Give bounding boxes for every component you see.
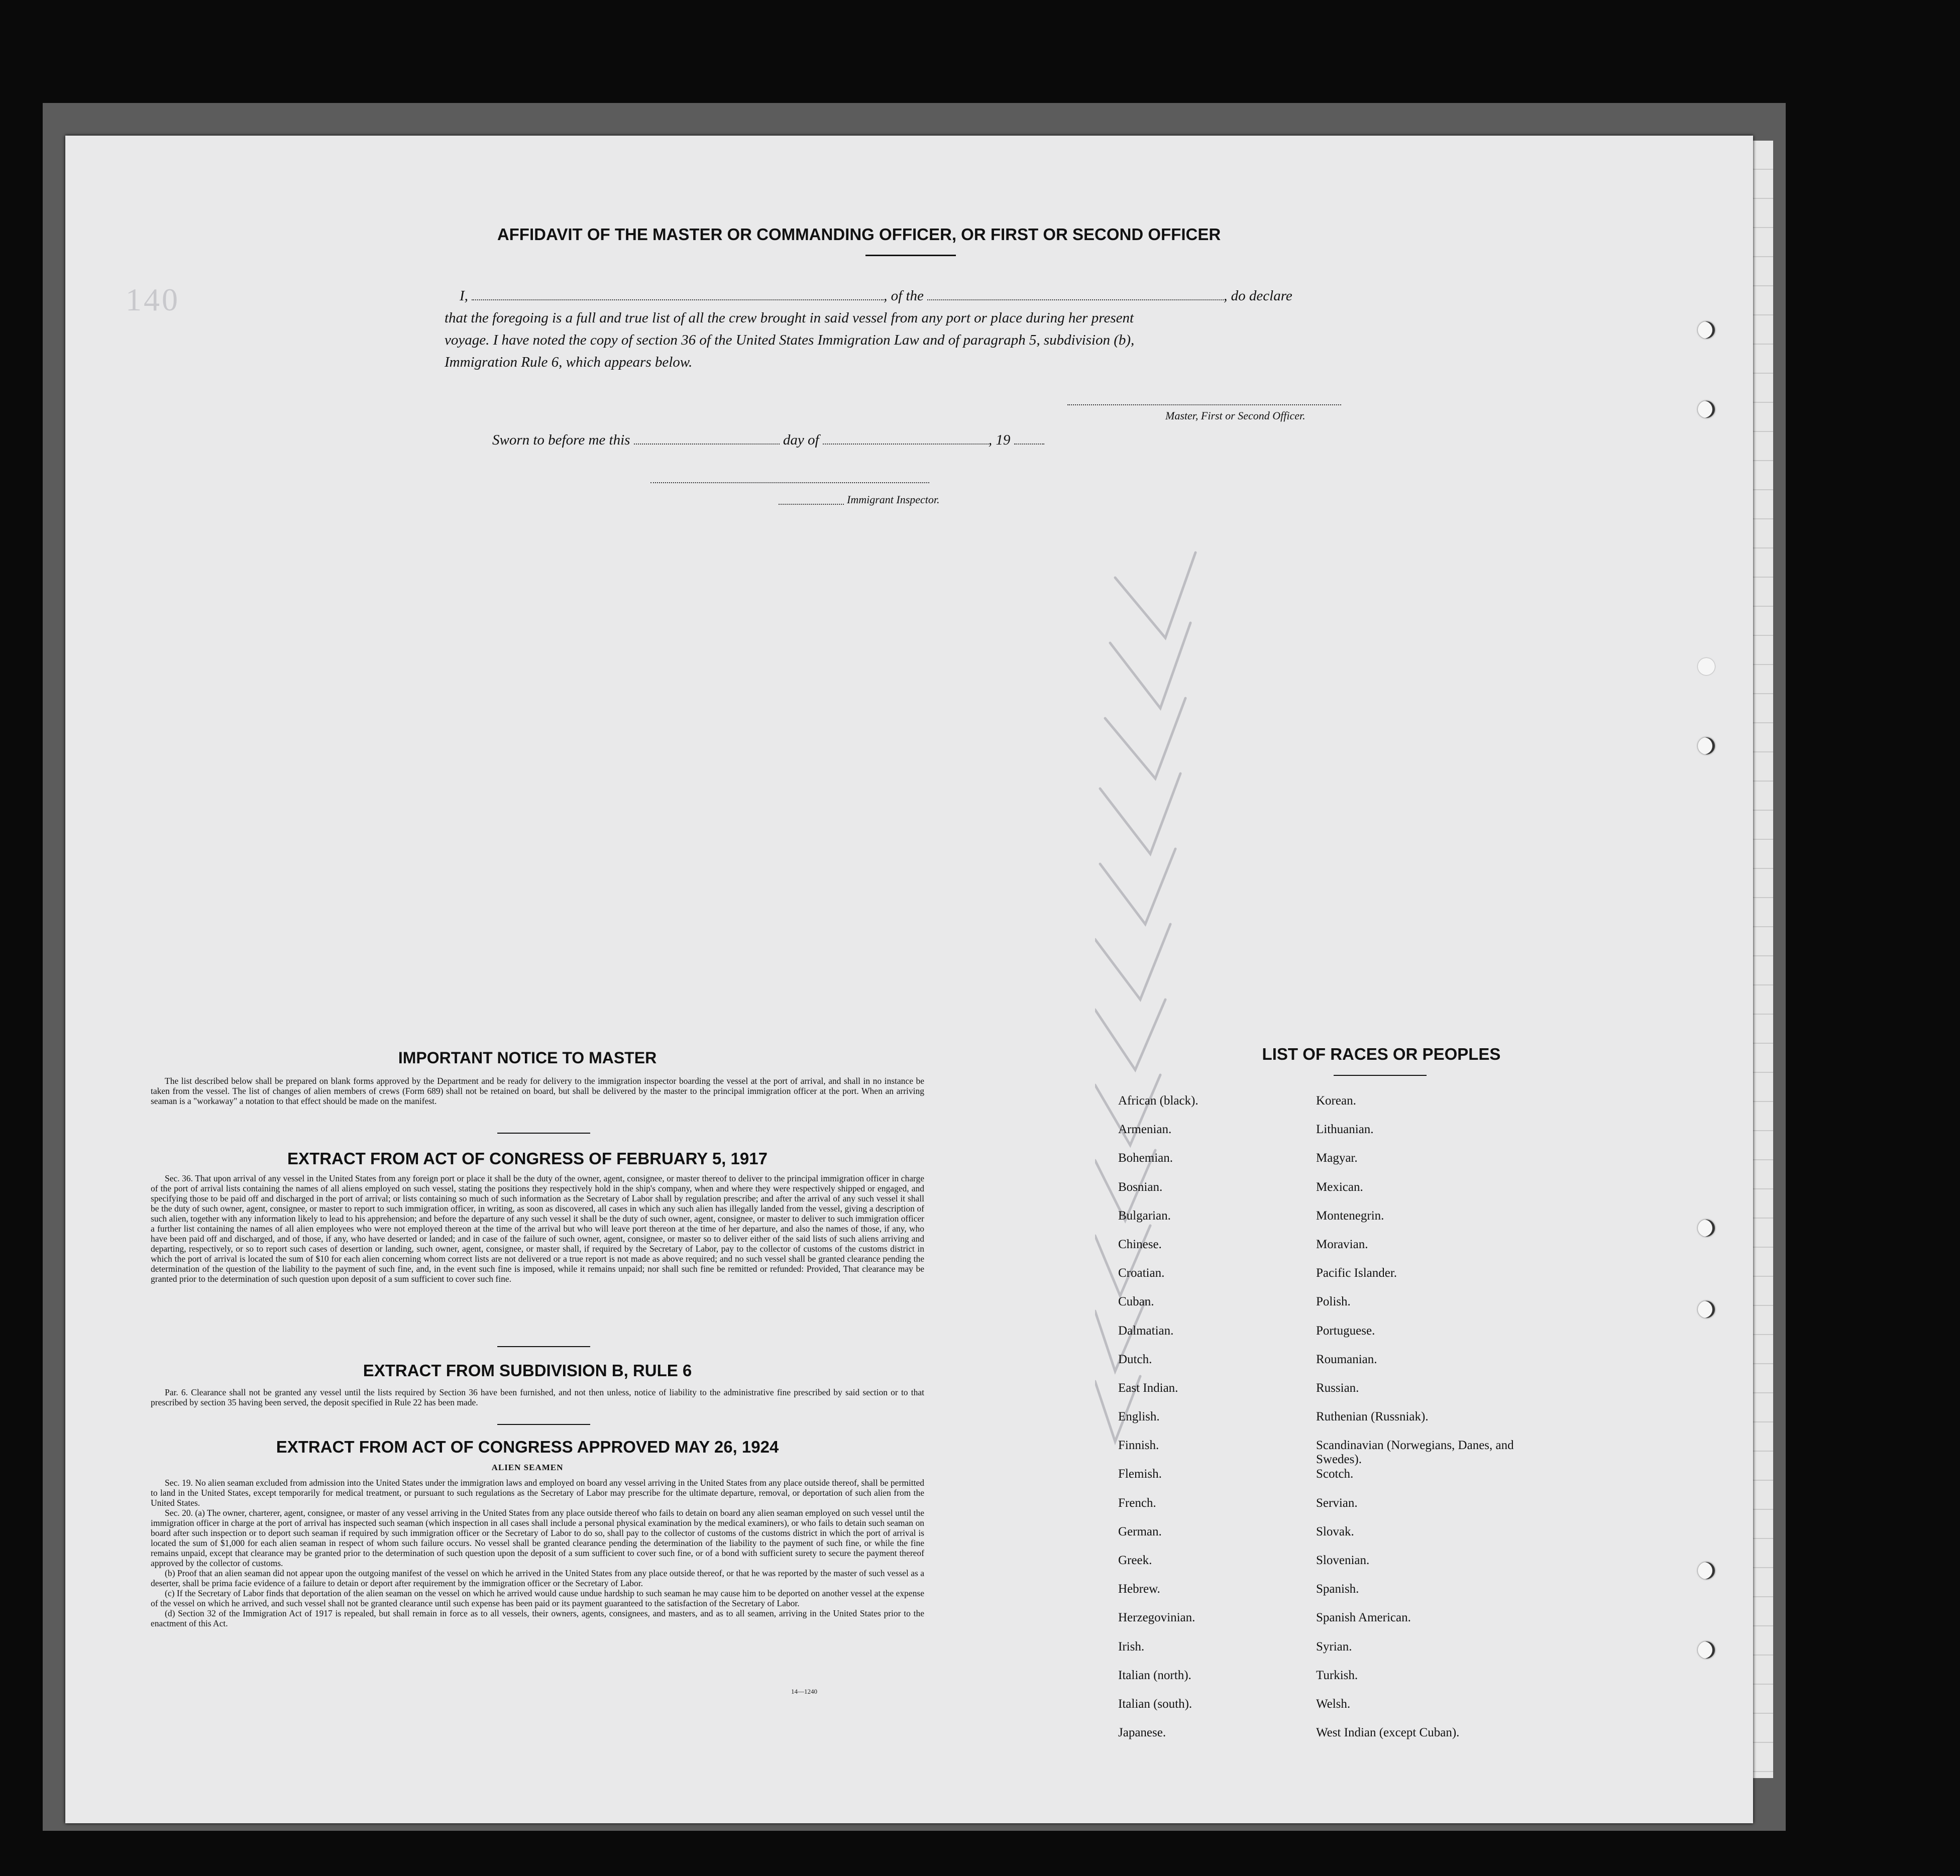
extract-1917-text: Sec. 36. That upon arrival of any vessel in the United States from any foreign port or place it shall be the duty of the owner, agent, consignee, or master thereof to deliver to the principal immigration officer in charge of the port of arrival lists containing the names of all aliens employed on such vessel, stating the positions they respectively hold in the ship's company, when and where they were respectively shipped or engaged, and specifying those to be paid off and discharged in the port of arrival; or lists containing so much of such information as the Secretary of Labor shall by regulation prescribe; and after the arrival of any such vessel it shall be the duty of such owner, agent, consignee, or master to report to such immigration officer, in writing, as soon as discovered, all cases in which any such alien has illegally landed from the vessel, giving a description of such alien, together with any information likely to lead to his apprehension; and before the departure of any such vessel it shall be the duty of such owner, agent, consignee, or master to deliver to such immigration officer a further list containing the names of all alien employees who were not employed thereon at the time of the arrival but who will leave port thereon at the time of her departure, and also the names of those, if any, who have been paid off and discharged, and of those, if any, who have deserted or landed; and in case of the failure of such owner, agent, consignee, or master so to deliver either of the said lists of such aliens arriving and departing, respectively, or so to report such cases of desertion or landing, such owner, agent, consignee, or master shall, if required by the Secretary of Labor, pay to the collector of customs of the customs district in which the port of arrival is located the sum of $10 for each alien concerning whom correct lists are not delivered or a true report is not made as above required; and no such vessel shall be granted clearance pending the determination of the question of the liability to the payment of such fine, and, in the event such fine is imposed, while it remains unpaid; nor shall such fine be remitted or refunded: Provided, That clearance may be granted prior to the determination of such question upon deposit of a sum sufficient to cover such fine.	[151, 1173, 924, 1284]
race-entry: English.	[1118, 1410, 1160, 1424]
race-entry: Chinese.	[1118, 1237, 1162, 1251]
name-blank[interactable]	[472, 299, 884, 300]
extract-1924-title: EXTRACT FROM ACT OF CONGRESS APPROVED MAY 26, 1924	[276, 1438, 779, 1456]
extract-rule6-title: EXTRACT FROM SUBDIVISION B, RULE 6	[363, 1361, 692, 1380]
extract-rule6-rule	[497, 1424, 590, 1425]
binder-hole	[1698, 737, 1715, 754]
race-entry: African (black).	[1118, 1094, 1199, 1108]
sworn-line: Sworn to before me this day of , 19	[492, 429, 1195, 451]
affidavit-line1: I, , of the , do declare	[460, 288, 1292, 304]
sworn-year-blank[interactable]	[1014, 444, 1044, 445]
race-entry: Dutch.	[1118, 1352, 1152, 1366]
races-rule	[1334, 1075, 1427, 1076]
race-entry: Slovak.	[1316, 1524, 1354, 1538]
race-entry: Korean.	[1316, 1094, 1356, 1108]
race-entry: French.	[1118, 1496, 1156, 1510]
binder-hole	[1698, 1220, 1715, 1237]
title-rule	[865, 255, 956, 256]
race-entry: Bohemian.	[1118, 1151, 1173, 1165]
race-entry: East Indian.	[1118, 1381, 1178, 1395]
sworn-day-blank[interactable]	[634, 444, 780, 445]
race-entry: Italian (south).	[1118, 1697, 1192, 1711]
inspector-label: Immigrant Inspector.	[847, 493, 940, 506]
race-entry: Bosnian.	[1118, 1180, 1163, 1194]
race-entry: Italian (north).	[1118, 1668, 1191, 1682]
race-entry: Croatian.	[1118, 1266, 1165, 1280]
race-entry: Roumanian.	[1316, 1352, 1377, 1366]
document-page	[65, 136, 1753, 1823]
extract-1924-text: Sec. 19. No alien seaman excluded from admission into the United States under the immigration laws and employed on board any vessel arriving in the United States from any place outside thereof, shall be permitted to land in the United States, except temporarily for medical treatment, or pursuant to such regulations as the Secretary of Labor may prescribe for the ultimate departure, removal, or deportation of such alien from the United States. Sec. 20. (a) The owner, charterer, agent, consignee, or master of any vessel arriving in the United States from any place outside thereof who fails to detain on board any alien seaman employed on such vessel until the immigration officer in charge at the port of arrival has inspected such seaman (which inspection in all cases shall include a personal physical examination by the medical examiners), or who fails to detain such seaman on board after such inspection or to deport such seaman if required by such immigration officer or the Secretary of Labor to do so, shall pay to the collector of customs of the customs district in which the port of arrival is located the sum of $1,000 for each alien seaman in respect of whom such failure occurs. No vessel shall be granted clearance pending the determination of the liability to the payment of such fine, or while the fine remains unpaid, except that clearance may be granted prior to the determination of such question upon the deposit of a sum sufficient to cover such fine, or of a bond with sufficient surety to secure the payment thereof approved by the collector of customs. (b) Proof that an alien seaman did not appear upon the outgoing manifest of the vessel on which he arrived in the United States from any place outside thereof, or that he was reported by the master of such vessel as a deserter, shall be prima facie evidence of a failure to detain or deport after requirement by the immigration officer or the Secretary of Labor. (c) If the Secretary of Labor finds that deportation of the alien seaman on the vessel on which he arrived would cause undue hardship to such seaman he may cause him to be deported on another vessel at the expense of the vessel on which he arrived, and such vessel shall not be granted clearance until such expense has been paid or its payment guaranteed to the satisfaction of the Secretary of Labor. (d) Section 32 of the Immigration Act of 1917 is repealed, but shall remain in force as to all vessels, their owners, agents, consignees, and masters, and as to all seamen, arriving in the United States prior to the enactment of this Act.	[151, 1478, 924, 1628]
race-entry: Ruthenian (Russniak).	[1316, 1410, 1429, 1424]
sworn-month-blank[interactable]	[823, 444, 989, 445]
binder-hole	[1698, 1301, 1715, 1318]
race-entry: Russian.	[1316, 1381, 1359, 1395]
binder-hole	[1698, 658, 1715, 675]
master-signature-label: Master, First or Second Officer.	[1165, 409, 1305, 422]
race-entry: German.	[1118, 1524, 1162, 1538]
binder-hole	[1698, 1641, 1715, 1659]
race-entry: Syrian.	[1316, 1639, 1352, 1653]
race-entry: Greek.	[1118, 1554, 1152, 1567]
race-entry: Scotch.	[1316, 1467, 1354, 1481]
race-entry: Magyar.	[1316, 1151, 1358, 1165]
notice-text: The list described below shall be prepared on blank forms approved by the Department and be ready for delivery to the immigration inspector boarding the vessel at the port of arrival, and shall in no instance be taken from the vessel. The list of changes of alien members of crews (Form 689) shall not be retained on board, but shall be delivered by the master to the principal immigration officer at the port. When an arriving seaman is a "workaway" a notation to that effect should be made on the manifest.	[151, 1076, 924, 1106]
affidavit-line2: that the foregoing is a full and true list of all the crew brought in said vessel from any port or place during her present	[445, 310, 1134, 326]
affidavit-line3: voyage. I have noted the copy of section 36 of the United States Immigration Law and of paragraph 5, subdivision (b),	[445, 332, 1135, 348]
race-entry: Slovenian.	[1316, 1554, 1370, 1567]
race-entry: Montenegrin.	[1316, 1208, 1384, 1223]
race-entry: Bulgarian.	[1118, 1208, 1171, 1223]
notice-rule	[497, 1133, 590, 1134]
affidavit-line4: Immigration Rule 6, which appears below.	[445, 354, 693, 370]
form-number: 14—1240	[791, 1688, 817, 1695]
race-entry: West Indian (except Cuban).	[1316, 1726, 1460, 1740]
race-entry: Pacific Islander.	[1316, 1266, 1397, 1280]
race-entry: Herzegovinian.	[1118, 1611, 1195, 1625]
race-entry: Flemish.	[1118, 1467, 1162, 1481]
race-entry: Portuguese.	[1316, 1323, 1375, 1338]
race-entry: Cuban.	[1118, 1295, 1154, 1309]
race-entry: Finnish.	[1118, 1439, 1159, 1453]
race-entry: Japanese.	[1118, 1726, 1166, 1740]
race-entry: Irish.	[1118, 1639, 1145, 1653]
race-entry: Turkish.	[1316, 1668, 1358, 1682]
alien-seamen-subtitle: ALIEN SEAMEN	[491, 1463, 564, 1472]
races-left-column	[1118, 1094, 1299, 1754]
binder-hole	[1698, 1562, 1715, 1579]
affidavit-title: AFFIDAVIT OF THE MASTER OR COMMANDING OFFICER, OR FIRST OR SECOND OFFICER	[497, 225, 1221, 244]
notice-title: IMPORTANT NOTICE TO MASTER	[398, 1049, 657, 1067]
master-signature-line[interactable]	[1067, 404, 1341, 405]
inspector-signature-line[interactable]	[650, 482, 929, 483]
binder-hole	[1698, 321, 1715, 339]
race-entry: Moravian.	[1316, 1237, 1368, 1251]
extract-1917-rule	[497, 1346, 590, 1347]
vessel-blank[interactable]	[927, 299, 1224, 300]
race-entry: Spanish.	[1316, 1582, 1359, 1596]
race-entry: Welsh.	[1316, 1697, 1351, 1711]
race-entry: Polish.	[1316, 1295, 1351, 1309]
race-entry: Scandinavian (Norwegians, Danes, and Swedes).	[1316, 1439, 1514, 1467]
extract-1917-title: EXTRACT FROM ACT OF CONGRESS OF FEBRUARY 5, 1917	[287, 1149, 768, 1168]
extract-rule6-text: Par. 6. Clearance shall not be granted any vessel until the lists required by Section 36 have been furnished, and not then unless, notice of liability to the administrative fine prescribed by said section or to that prescribed by section 35 having been served, the deposit specified in Rule 22 has been made.	[151, 1387, 924, 1407]
races-right-column	[1316, 1094, 1527, 1754]
inspector-lead-line	[779, 504, 844, 505]
race-entry: Servian.	[1316, 1496, 1358, 1510]
race-entry: Dalmatian.	[1118, 1323, 1174, 1338]
race-entry: Mexican.	[1316, 1180, 1363, 1194]
race-entry: Hebrew.	[1118, 1582, 1160, 1596]
page-number-ghost: 140	[126, 282, 180, 317]
race-entry: Spanish American.	[1316, 1611, 1411, 1625]
races-title: LIST OF RACES OR PEOPLES	[1262, 1045, 1501, 1063]
race-entry: Armenian.	[1118, 1123, 1172, 1137]
race-entry: Lithuanian.	[1316, 1123, 1374, 1137]
binder-hole	[1698, 401, 1715, 418]
